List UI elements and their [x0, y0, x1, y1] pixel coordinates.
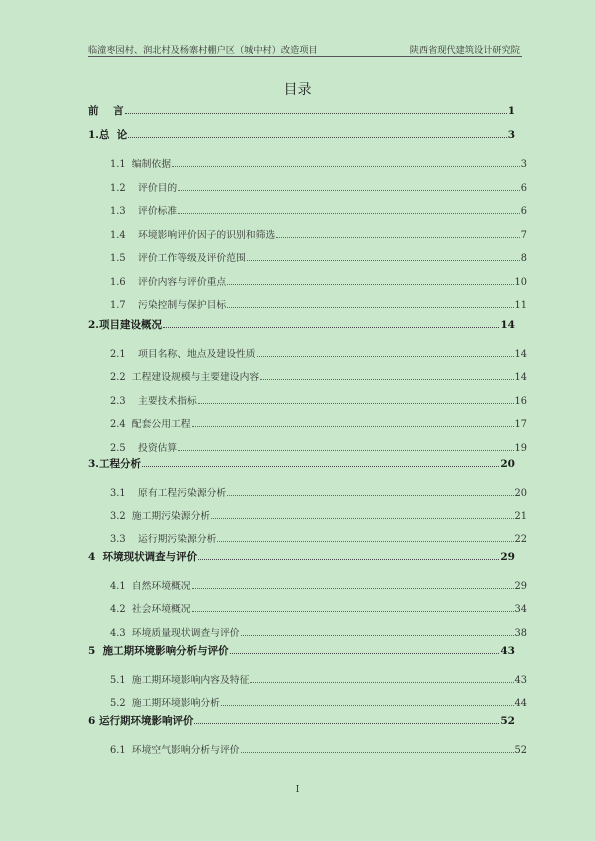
toc-entry-label: 2.4 配套公用工程: [110, 419, 191, 430]
toc-dot-leader: [198, 403, 514, 404]
toc-entry[interactable]: [110, 369, 527, 383]
toc-entry[interactable]: [88, 456, 515, 471]
toc-entry-page: 52: [514, 745, 527, 756]
toc-entry-label: 5 施工期环境影响分析与评价: [88, 645, 229, 657]
toc-dot-leader: [230, 653, 500, 654]
toc-dot-leader: [260, 379, 513, 380]
toc-entry-page: 16: [514, 396, 527, 407]
toc-entry-page: 43: [500, 645, 515, 657]
toc-dot-leader: [198, 559, 499, 560]
toc-dot-leader: [128, 137, 506, 138]
toc-dot-leader: [194, 723, 499, 724]
toc-entry-page: 22: [514, 534, 527, 545]
toc-entry-label: 2.5 投资估算: [110, 443, 178, 454]
toc-entry-page: 11: [514, 300, 527, 311]
toc-entry[interactable]: [88, 713, 515, 728]
toc-entry[interactable]: [110, 578, 527, 592]
toc-entry-page: 29: [500, 551, 515, 563]
toc-entry-label: 5.2 施工期环境影响分析: [110, 698, 220, 709]
toc-entry-page: 6: [520, 206, 527, 217]
toc-entry[interactable]: [110, 203, 527, 217]
toc-dot-leader: [217, 541, 513, 542]
toc-title: 目录: [283, 82, 312, 98]
toc-dot-leader: [241, 635, 514, 636]
header-institute-name: 陕西省现代建筑设计研究院: [409, 45, 520, 56]
toc-dot-leader: [192, 588, 514, 589]
toc-entry-page: 8: [520, 253, 527, 264]
toc-dot-leader: [192, 611, 514, 612]
toc-entry-label: 2.项目建设概况: [88, 319, 162, 331]
toc-entry[interactable]: [88, 549, 515, 564]
toc-entry[interactable]: [88, 643, 515, 658]
toc-dot-leader: [178, 213, 520, 214]
page-header: [88, 42, 522, 57]
toc-entry[interactable]: [88, 103, 515, 118]
toc-dot-leader: [257, 356, 514, 357]
toc-entry-page: 6: [520, 183, 527, 194]
toc-dot-leader: [221, 705, 514, 706]
toc-dot-leader: [227, 307, 513, 308]
toc-dot-leader: [227, 495, 513, 496]
toc-entry-label: 2.3 主要技术指标: [110, 396, 197, 407]
toc-dot-leader: [241, 752, 514, 753]
toc-entry-label: 3.1 原有工程污染源分析: [110, 488, 227, 499]
toc-entry-label: 前 言: [88, 105, 124, 117]
toc-entry-label: 1.7 污染控制与保护目标: [110, 300, 227, 311]
toc-entry-label: 2.2 工程建设规模与主要建设内容: [110, 372, 260, 383]
toc-entry-page: 43: [514, 675, 527, 686]
toc-entry[interactable]: [110, 297, 527, 311]
header-project-name: 临潼枣园村、润北村及杨寨村棚户区（城中村）改造项目: [88, 45, 318, 56]
toc-entry[interactable]: [110, 440, 527, 454]
toc-entry-label: 4.3 环境质量现状调查与评价: [110, 628, 240, 639]
toc-entry-page: 21: [514, 511, 527, 522]
toc-dot-leader: [125, 113, 507, 114]
toc-entry[interactable]: [88, 127, 515, 142]
toc-dot-leader: [178, 190, 520, 191]
toc-dot-leader: [247, 260, 520, 261]
toc-entry[interactable]: [110, 742, 527, 756]
toc-entry-page: 7: [520, 230, 527, 241]
toc-entry-label: 1.2 评价目的: [110, 183, 178, 194]
toc-entry-page: 20: [500, 458, 515, 470]
toc-dot-leader: [142, 466, 499, 467]
toc-entry-label: 6.1 环境空气影响分析与评价: [110, 745, 240, 756]
toc-dot-leader: [276, 237, 520, 238]
toc-entry[interactable]: [110, 227, 527, 241]
toc-entry[interactable]: [110, 274, 527, 288]
toc-entry-label: 3.工程分析: [88, 458, 141, 470]
toc-dot-leader: [172, 166, 520, 167]
toc-entry-page: 19: [514, 443, 527, 454]
toc-entry-label: 1.总 论: [88, 129, 128, 141]
toc-dot-leader: [227, 284, 513, 285]
toc-entry[interactable]: [110, 601, 527, 615]
toc-entry[interactable]: [110, 672, 527, 686]
toc-dot-leader: [178, 450, 513, 451]
toc-entry-label: 1.6 评价内容与评价重点: [110, 277, 227, 288]
toc-entry[interactable]: [110, 156, 527, 170]
toc-entry-label: 4 环境现状调查与评价: [88, 551, 198, 563]
toc-entry-page: 3: [520, 159, 527, 170]
toc-dot-leader: [211, 518, 513, 519]
toc-entry-page: 44: [514, 698, 527, 709]
toc-entry-label: 3.2 施工期污染源分析: [110, 511, 211, 522]
toc-entry-page: 52: [500, 715, 515, 727]
toc-entry-page: 20: [514, 488, 527, 499]
toc-entry[interactable]: [110, 250, 527, 264]
toc-entry[interactable]: [110, 508, 527, 522]
toc-entry[interactable]: [110, 346, 527, 360]
toc-entry[interactable]: [110, 393, 527, 407]
toc-entry-label: 1.3 评价标准: [110, 206, 178, 217]
page-number: I: [295, 785, 300, 795]
toc-entry-page: 3: [507, 129, 515, 141]
toc-dot-leader: [192, 426, 514, 427]
toc-entry-page: 14: [514, 372, 527, 383]
toc-entry-label: 6 运行期环境影响评价: [88, 715, 194, 727]
toc-entry[interactable]: [110, 625, 527, 639]
toc-entry-label: 1.1 编制依据: [110, 159, 171, 170]
toc-entry-page: 14: [500, 319, 515, 331]
toc-entry-label: 4.1 自然环境概况: [110, 581, 191, 592]
toc-entry-page: 29: [514, 581, 527, 592]
toc-entry-page: 34: [514, 604, 527, 615]
toc-entry-label: 5.1 施工期环境影响内容及特征: [110, 675, 250, 686]
toc-entry-page: 14: [514, 349, 527, 360]
toc-entry-page: 1: [507, 105, 515, 117]
toc-entry[interactable]: [110, 695, 527, 709]
toc-entry[interactable]: [110, 180, 527, 194]
toc-entry-page: 38: [514, 628, 527, 639]
toc-entry[interactable]: [110, 485, 527, 499]
toc-entry[interactable]: [110, 531, 527, 545]
toc-entry-label: 2.1 项目名称、地点及建设性质: [110, 349, 256, 360]
toc-dot-leader: [250, 682, 513, 683]
toc-entry-page: 10: [514, 277, 527, 288]
toc-entry-label: 1.5 评价工作等级及评价范围: [110, 253, 246, 264]
toc-entry-label: 4.2 社会环境概况: [110, 604, 191, 615]
toc-entry-label: 3.3 运行期污染源分析: [110, 534, 217, 545]
toc-entry[interactable]: [110, 416, 527, 430]
toc-entry-label: 1.4 环境影响评价因子的识别和筛选: [110, 230, 276, 241]
toc-entry-page: 17: [514, 419, 527, 430]
toc-dot-leader: [163, 327, 499, 328]
toc-entry[interactable]: [88, 317, 515, 332]
